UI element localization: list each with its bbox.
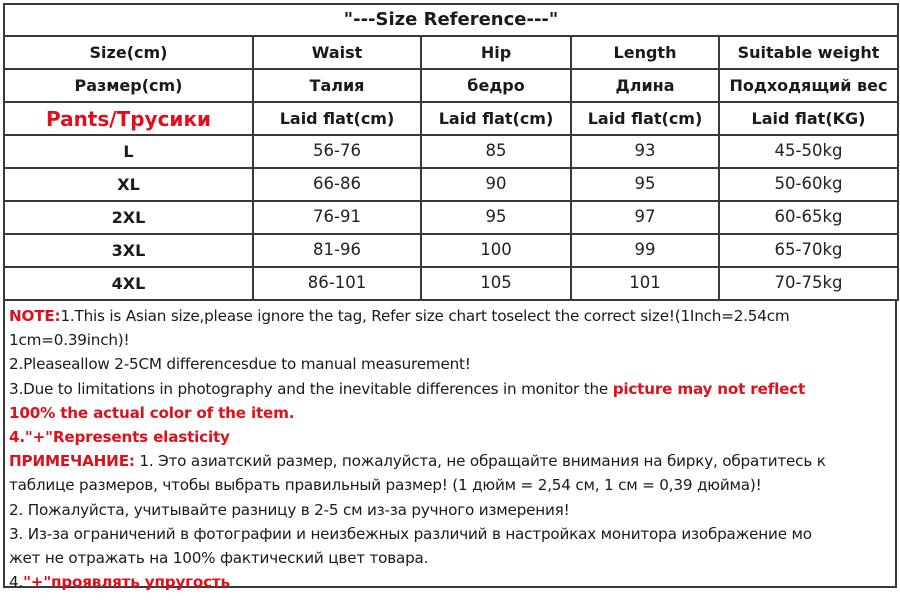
note-ru-line-2: 2. Пожалуйста, учитывайте разницу в 2-5 см из-за ручного измерения!	[9, 500, 570, 519]
table-row	[4, 267, 898, 300]
table-row	[4, 168, 898, 201]
size-cell: L	[4, 135, 253, 168]
note-text: 1.This is Asian size,please ignore the tag, Refer size chart toselect the correct size!(1Inch=2.54cm	[60, 307, 790, 325]
unit-length: Laid flat(cm)	[571, 102, 719, 135]
size-cell: 2XL	[4, 201, 253, 234]
note-ru-line-3b: жет не отражать на 100% фактический цвет товара.	[9, 549, 429, 568]
note-en-line-3b: 100% the actual color of the item.	[9, 403, 295, 422]
header-size: Size(cm)	[4, 36, 253, 69]
unit-waist: Laid flat(cm)	[253, 102, 421, 135]
waist-cell: 76-91	[253, 201, 421, 234]
waist-cell: 86-101	[253, 267, 421, 300]
notes-box	[3, 301, 897, 592]
weight-cell: 70-75kg	[719, 267, 898, 300]
waist-cell: 66-86	[253, 168, 421, 201]
size-cell: 4XL	[4, 267, 253, 300]
table-row	[4, 135, 898, 168]
waist-cell: 81-96	[253, 234, 421, 267]
note-en-line-4: 4."+"Represents elasticity	[9, 428, 230, 447]
length-cell: 95	[571, 168, 719, 201]
header-length-ru: Длина	[571, 69, 719, 102]
unit-hip: Laid flat(cm)	[421, 102, 571, 135]
weight-cell: 60-65kg	[719, 201, 898, 234]
note-ru-line-1	[9, 449, 891, 473]
header-row-en	[4, 36, 898, 69]
header-size-ru: Размер(cm)	[4, 69, 253, 102]
size-cell: 3XL	[4, 234, 253, 267]
hip-cell: 85	[421, 135, 571, 168]
header-row-ru	[4, 69, 898, 102]
hip-cell: 95	[421, 201, 571, 234]
note-highlight: "+"проявлять упругость	[23, 573, 230, 592]
waist-cell: 56-76	[253, 135, 421, 168]
header-weight: Suitable weight	[719, 36, 898, 69]
note-highlight: picture may not reflect	[612, 379, 806, 398]
table-title: "---Size Reference---"	[4, 4, 898, 36]
length-cell: 101	[571, 267, 719, 300]
length-cell: 99	[571, 234, 719, 267]
weight-cell: 50-60kg	[719, 168, 898, 201]
size-reference-table	[3, 3, 899, 301]
header-length: Length	[571, 36, 719, 69]
weight-cell: 65-70kg	[719, 234, 898, 267]
length-cell: 97	[571, 201, 719, 234]
hip-cell: 90	[421, 168, 571, 201]
note-ru-line-3: 3. Из-за ограничений в фотографии и неизбежных различий в настройках монитора изображение мо	[9, 524, 812, 543]
note-en-line-1	[9, 304, 891, 328]
hip-cell: 105	[421, 267, 571, 300]
note-label: NOTE:	[9, 307, 61, 325]
header-hip: Hip	[421, 36, 571, 69]
note-ru-line-1b: таблице размеров, чтобы выбрать правильный размер! (1 дюйм = 2,54 см, 1 см = 0,39 дюйма)!	[9, 476, 762, 495]
unit-weight: Laid flat(KG)	[719, 102, 898, 135]
note-text: 1. Это азиатский размер, пожалуйста, не обращайте внимания на бирку, обратитесь к	[134, 452, 826, 471]
note-ru-line-4	[9, 570, 891, 594]
hip-cell: 100	[421, 234, 571, 267]
note-en-line-3	[9, 377, 891, 401]
table-row	[4, 234, 898, 267]
note-text: 3.Due to limitations in photography and the inevitable differences in monitor the	[9, 379, 613, 398]
header-waist-ru: Талия	[253, 69, 421, 102]
header-waist: Waist	[253, 36, 421, 69]
note-en-line-1b: 1cm=0.39inch)!	[9, 331, 130, 350]
weight-cell: 45-50kg	[719, 135, 898, 168]
table-row	[4, 201, 898, 234]
note-text: 4.	[9, 573, 24, 592]
header-hip-ru: бедро	[421, 69, 571, 102]
product-type-label: Pants/Трусики	[4, 102, 253, 135]
header-row-unit	[4, 102, 898, 135]
length-cell: 93	[571, 135, 719, 168]
note-label-ru: ПРИМЕЧАНИЕ:	[9, 452, 135, 471]
size-cell: XL	[4, 168, 253, 201]
size-chart-document	[3, 3, 897, 592]
note-en-line-2: 2.Pleaseallow 2-5CM differencesdue to manual measurement!	[9, 355, 471, 374]
header-weight-ru: Подходящий вес	[719, 69, 898, 102]
title-row	[4, 4, 898, 36]
